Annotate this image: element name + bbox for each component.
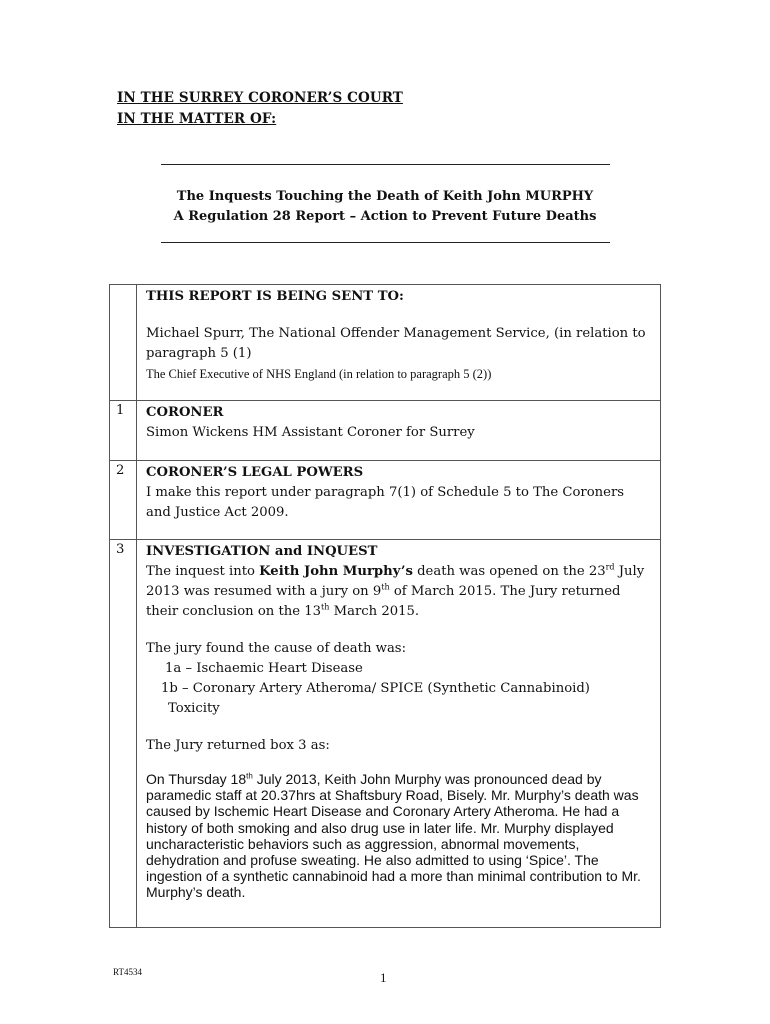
document-subtitle: A Regulation 28 Report – Action to Prevent Future Deaths bbox=[173, 209, 597, 224]
investigation-cell bbox=[137, 540, 661, 928]
coroner-heading: CORONER bbox=[146, 405, 224, 420]
coroner-num: 1 bbox=[110, 401, 137, 461]
cause-1b-continued: Toxicity bbox=[168, 701, 220, 716]
deceased-name: Keith John Murphy’s bbox=[259, 564, 413, 579]
coroner-row bbox=[110, 401, 661, 461]
sent-to-row bbox=[110, 285, 661, 401]
title-bottom-rule bbox=[161, 242, 610, 243]
sent-to-num-cell bbox=[110, 285, 137, 401]
cause-intro: The jury found the cause of death was: bbox=[146, 641, 407, 656]
sent-to-heading: THIS REPORT IS BEING SENT TO: bbox=[146, 289, 404, 304]
box-3-narrative: On Thursday 18th July 2013, Keith John Murphy was pronounced dead by paramedic staff at 20.37hrs at Shaftsbury Road, Bisely. Mr. Murphy’s death was caused by Ischemic Heart Disease and Coronary Artery Atheroma. He had a history of both smoking and also drug use in later life. Mr. Murphy displayed uncharacteristic behaviors such as aggression, abnormal movements, dehydration and profuse sweating. He also admitted to using ‘Spice’. The ingestion of a synthetic cannabinoid had a more than minimal contribution to Mr. Murphy’s death. bbox=[146, 771, 641, 901]
box-3-intro: The Jury returned box 3 as: bbox=[146, 738, 330, 753]
sent-to-cell bbox=[137, 285, 661, 401]
recipient-nomis: Michael Spurr, The National Offender Management Service, (in relation to paragraph 5 (1) bbox=[146, 326, 646, 361]
cause-1a: 1a – Ischaemic Heart Disease bbox=[165, 661, 363, 676]
powers-heading: CORONER’S LEGAL POWERS bbox=[146, 465, 364, 480]
investigation-row bbox=[110, 540, 661, 928]
powers-cell bbox=[137, 461, 661, 540]
coroner-cell bbox=[137, 401, 661, 461]
report-table bbox=[109, 284, 661, 928]
document-reference: RT4534 bbox=[113, 967, 142, 977]
document-title: The Inquests Touching the Death of Keith John MURPHY bbox=[176, 189, 594, 204]
investigation-heading: INVESTIGATION and INQUEST bbox=[146, 544, 378, 559]
powers-num: 2 bbox=[110, 461, 137, 540]
powers-text: I make this report under paragraph 7(1) of Schedule 5 to The Coroners and Justice Act 2009. bbox=[146, 485, 625, 520]
inquest-paragraph: The inquest into Keith John Murphy’s death was opened on the 23rd July 2013 was resumed with a jury on 9th of March 2015. The Jury returned their conclusion on the 13th March 2015. bbox=[146, 562, 645, 619]
page-number: 1 bbox=[380, 970, 387, 985]
matter-heading: IN THE MATTER OF: bbox=[117, 111, 277, 127]
powers-row bbox=[110, 461, 661, 540]
coroner-name: Simon Wickens HM Assistant Coroner for Surrey bbox=[146, 425, 475, 440]
court-heading: IN THE SURREY CORONER’S COURT bbox=[117, 90, 403, 106]
investigation-num: 3 bbox=[110, 540, 137, 928]
title-top-rule bbox=[161, 164, 610, 165]
cause-1b: 1b – Coronary Artery Atheroma/ SPICE (Synthetic Cannabinoid) bbox=[161, 681, 590, 696]
recipient-nhs-england: The Chief Executive of NHS England (in relation to paragraph 5 (2)) bbox=[146, 367, 492, 381]
